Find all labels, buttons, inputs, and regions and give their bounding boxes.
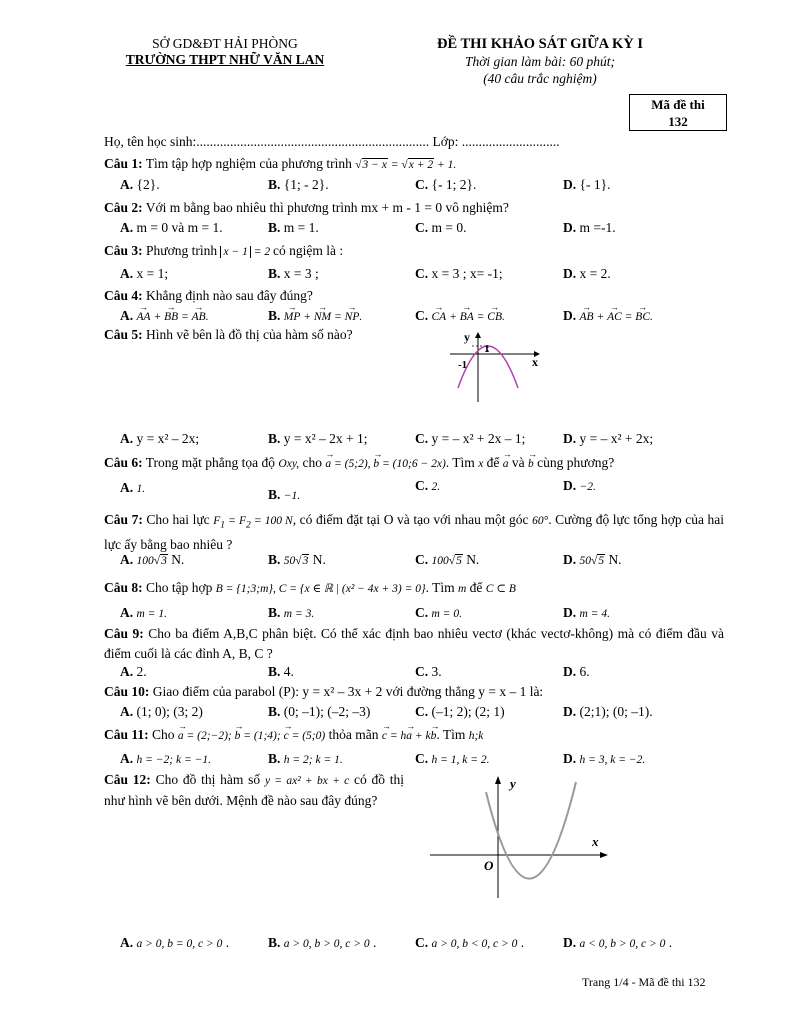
- q2-option-b: B. m = 1.: [268, 220, 319, 235]
- q12-parabola: [486, 782, 576, 879]
- q12-option-b: B. a > 0, b > 0, c > 0 .: [268, 935, 377, 950]
- q10-option-a: A. (1; 0); (3; 2): [120, 704, 203, 719]
- q12-option-d: D. a < 0, b > 0, c > 0 .: [563, 935, 673, 950]
- q3-option-c: C. x = 3 ; x= -1;: [415, 266, 503, 281]
- q3-option-b: B. x = 3 ;: [268, 266, 319, 281]
- q2-option-d: D. m =-1.: [563, 220, 616, 235]
- q4-option-b: B. → MP + → NM = → NP.: [268, 308, 362, 324]
- q8-option-c: C. m = 0.: [415, 605, 462, 620]
- q5-y-arrow: [475, 332, 481, 338]
- student-info-line: Họ, tên học sinh:..................................................................... Lớp: .............................: [104, 134, 560, 149]
- q12-x-label: x: [592, 834, 599, 849]
- q3-option-d: D. x = 2.: [563, 266, 611, 281]
- exam-code-label: Mã đề thi: [651, 97, 705, 112]
- q1-option-c: C. {- 1; 2}.: [415, 177, 477, 192]
- q1-equation: √3 − x = √x + 2 + 1.: [355, 159, 457, 171]
- page-footer: Trang 1/4 - Mã đề thi 132: [582, 975, 706, 989]
- q2-option-c: C. m = 0.: [415, 220, 467, 235]
- q12-y-arrow: [495, 776, 501, 784]
- q8-option-d: D. m = 4.: [563, 605, 610, 620]
- exam-count: (40 câu trắc nghiệm): [483, 71, 597, 86]
- q5-x-label: x: [532, 355, 538, 369]
- q9-option-a: A. 2.: [120, 664, 147, 679]
- q9-option-c: C. 3.: [415, 664, 442, 679]
- q11-option-c: C. h = 1, k = 2.: [415, 751, 490, 766]
- q11-option-d: D. h = 3, k = −2.: [563, 751, 646, 766]
- question-5: Câu 5: Hình vẽ bên là đồ thị của hàm số nào?: [104, 327, 353, 342]
- q4-option-a: A. → AA + → BB = → AB.: [120, 308, 209, 324]
- q12-y-label: y: [510, 776, 516, 791]
- q9-option-b: B. 4.: [268, 664, 294, 679]
- q5-option-c: C. y = – x² + 2x – 1;: [415, 431, 526, 446]
- question-1: [104, 156, 456, 172]
- q11-option-a: A. h = −2; k = −1.: [120, 751, 211, 766]
- q12-origin-label: O: [484, 858, 494, 873]
- q6-option-b: B. −1.: [268, 487, 301, 502]
- question-4: Câu 4: Khẳng định nào sau đây đúng?: [104, 288, 313, 303]
- question-9: Câu 9: Cho ba điểm A,B,C phân biệt. Có thể xác định bao nhiêu vectơ (khác vectơ-không) mà có điểm đầu và điểm cuối là các đỉnh A, B, C ?: [104, 626, 724, 661]
- q3-equation: x − 1 = 2: [220, 246, 273, 258]
- q1-text: Tìm tập hợp nghiệm của phương trình: [145, 156, 352, 171]
- q6-option-d: D. −2.: [563, 478, 596, 493]
- q10-option-b: B. (0; –1); (–2; –3): [268, 704, 371, 719]
- q1-option-b: B. {1; - 2}.: [268, 177, 329, 192]
- question-6: Câu 6: Trong mặt phẳng tọa độ Oxy, cho → a = (5;2), → b = (10;6 − 2x). Tìm x để → a và → b cùng phương?: [104, 455, 614, 471]
- q4-option-c: C. → CA + → BA = → CB.: [415, 308, 505, 324]
- school-name: TRƯỜNG THPT NHỮ VĂN LAN: [125, 52, 325, 67]
- q1-label: Câu 1:: [104, 156, 143, 171]
- q7-option-d: D. 50√5 N.: [563, 552, 622, 567]
- q5-option-d: D. y = – x² + 2x;: [563, 431, 654, 446]
- q9-option-d: D. 6.: [563, 664, 590, 679]
- question-8: Câu 8: Cho tập hợp B = {1;3;m}, C = {x ∈ ℝ | (x² − 4x + 3) = 0}. Tìm m để C ⊂ B: [104, 580, 516, 595]
- q1-option-d: D. {- 1}.: [563, 177, 611, 192]
- q10-option-d: D. (2;1); (0; –1).: [563, 704, 653, 719]
- question-11: Câu 11: Cho → a = (2;−2); → b = (1;4); → c = (5;0) thỏa mãn → c = h→ a + k→ b. Tìm h;k: [104, 727, 483, 743]
- q5-one-label: 1: [484, 343, 490, 355]
- q7-option-a: A. 100√3 N.: [120, 552, 185, 567]
- q1-option-a: A. {2}.: [120, 177, 160, 192]
- exam-code-box: [629, 94, 727, 131]
- q6-option-c: C. 2.: [415, 478, 441, 493]
- dept-name: SỞ GD&ĐT HẢI PHÒNG: [152, 36, 298, 51]
- q12-graph: [430, 774, 610, 900]
- q5-option-b: B. y = x² – 2x + 1;: [268, 431, 368, 446]
- q11-option-b: B. h = 2; k = 1.: [268, 751, 343, 766]
- q5-y-label: y: [464, 332, 470, 344]
- q5-graph: [450, 332, 540, 404]
- q8-option-b: B. m = 3.: [268, 605, 315, 620]
- q6-option-a: A. 1.: [120, 480, 146, 495]
- question-7: Câu 7: Cho hai lực $F_1 = F_2 = 100$ N, có điểm đặt tại O và tạo với nhau một góc 60°. Cường độ lực tổng hợp của hai lực ấy bằng bao nhiêu ?: [104, 512, 725, 553]
- question-2: Câu 2: Với m bằng bao nhiêu thì phương trình mx + m - 1 = 0 vô nghiệm?: [104, 200, 509, 215]
- q12-x-arrow: [600, 852, 608, 858]
- q12-option-a: A. a > 0, b = 0, c > 0 .: [120, 935, 230, 950]
- q7-option-b: B. 50√3 N.: [268, 552, 326, 567]
- q4-option-d: D. → AB + → AC = → BC.: [563, 308, 653, 324]
- q5-option-a: A. y = x² – 2x;: [120, 431, 200, 446]
- q3-option-a: A. x = 1;: [120, 266, 169, 281]
- question-3: Câu 3: Phương trình x − 1 = 2 có ngiệm là :: [104, 243, 344, 258]
- question-10: Câu 10: Giao điểm của parabol (P): y = x² – 3x + 2 với đường thẳng y = x – 1 là:: [104, 684, 544, 699]
- q5-minus-one-label: -1: [458, 359, 468, 371]
- exam-duration: Thời gian làm bài: 60 phút;: [464, 54, 616, 69]
- q10-option-c: C. (–1; 2); (2; 1): [415, 704, 505, 719]
- q12-option-c: C. a > 0, b < 0, c > 0 .: [415, 935, 525, 950]
- q7-option-c: C. 100√5 N.: [415, 552, 480, 567]
- question-12: Câu 12: Cho đồ thị hàm số y = ax² + bx + c có đồ thị như hình vẽ bên dưới. Mệnh đề nào sau đây đúng?: [104, 772, 405, 808]
- q8-option-a: A. m = 1.: [120, 605, 167, 620]
- exam-code-value: 132: [668, 114, 688, 129]
- q2-option-a: A. m = 0 và m = 1.: [120, 220, 223, 235]
- exam-title: ĐỀ THI KHẢO SÁT GIỮA KỲ I: [436, 36, 643, 52]
